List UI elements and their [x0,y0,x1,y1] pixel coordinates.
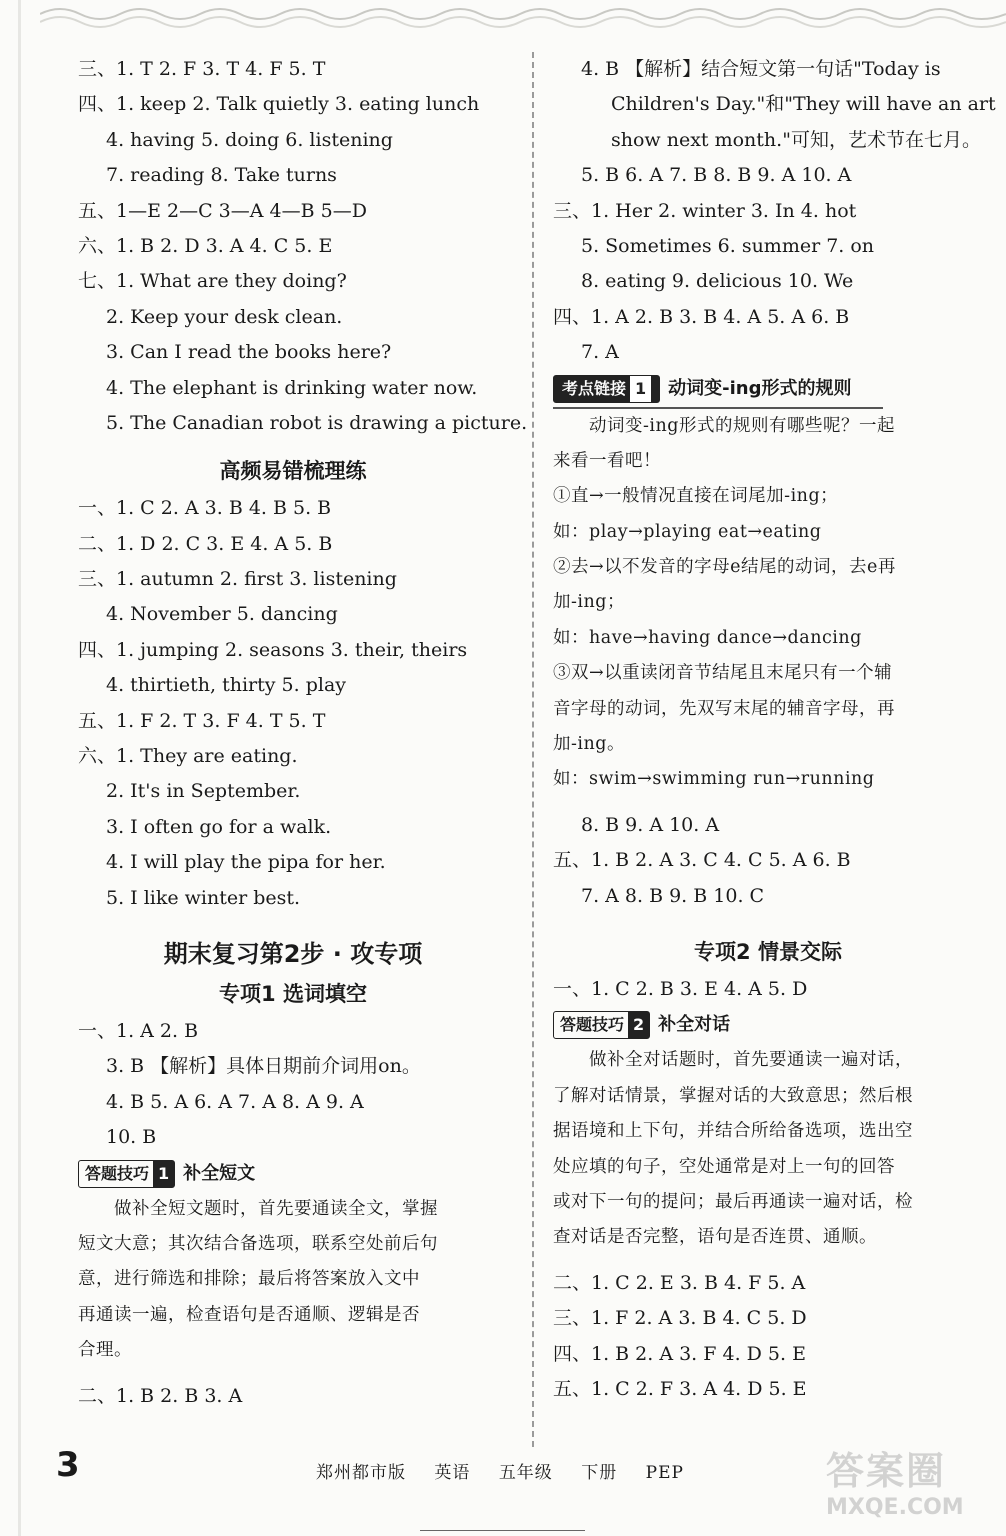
text-line: 六、1. They are eating. [78,745,298,768]
text-line: 5. Sometimes 6. summer 7. on [581,234,875,257]
text-line: ①直→一般情况直接在词尾加-ing； [553,486,839,507]
watermark-logo [826,1440,996,1530]
text-line: show next month."可知，艺术节在七月。 [611,128,981,151]
text-line: 二、1. C 2. E 3. B 4. F 5. A [553,1271,806,1294]
text-line: 7. reading 8. Take turns [106,164,337,187]
text-line: 音字母的动词，先双写末尾的辅音字母，再 [553,698,895,719]
text-line: 如：swim→swimming run→running [553,769,875,790]
text-line: 8. B 9. A 10. A [581,813,720,836]
text-line: 四、1. keep 2. Talk quietly 3. eating lunch [78,93,480,116]
text-line: 4. B 5. A 6. A 7. A 8. A 9. A [106,1090,364,1113]
text-line: 8. eating 9. delicious 10. We [581,270,854,293]
review-step-title: 期末复习第2步 · 攻专项 [163,939,423,968]
key-point-title: 动词变-ing形式的规则 [668,377,852,399]
text-line: 合理。 [78,1340,132,1361]
text-line: 据语境和上下句，并结合所给备选项，选出空 [553,1121,913,1142]
footer-grade: 五年级 [498,1463,553,1483]
text-line: 动词变-ing形式的规则有哪些呢？一起 [589,415,895,436]
text-line: 三、1. T 2. F 3. T 4. F 5. T [78,58,326,80]
left-column [78,52,528,1414]
right-answers-group-2 [553,808,983,914]
text-line: ③双→以重读闭音节结尾且末尾只有一个辅 [553,663,893,684]
text-line: 2. It's in September. [106,780,301,803]
text-line: 二、1. D 2. C 3. E 4. A 5. B [78,532,333,555]
text-line: 来看一看吧！ [553,450,661,471]
footer-edition: 郑州都市版 [316,1463,406,1483]
left-answers-group-1 [78,52,528,441]
text-line: 三、1. Her 2. winter 3. In 4. hot [553,199,857,222]
text-line: 五、1—E 2—C 3—A 4—B 5—D [78,199,367,222]
text-line: 3. B 【解析】具体日期前介词用on。 [106,1055,421,1078]
left-answers-group-3 [78,1014,508,1156]
text-line: 做补全短文题时，首先要通读全文，掌握 [114,1198,438,1219]
text-line: 了解对话情景，掌握对话的大致意思；然后根 [553,1085,913,1106]
right-column [553,52,996,1407]
text-line: 4. The elephant is drinking water now. [106,376,478,399]
watermark-url: MXQE.COM [826,1495,964,1520]
footer-version: PEP [645,1463,684,1483]
answer-line: 二、1. B 2. B 3. A [78,1384,243,1407]
top-decorative-border [40,0,1006,32]
text-line: 七、1. What are they doing? [78,270,347,293]
text-line: 四、1. jumping 2. seasons 3. their, theirs [78,638,468,661]
text-line: 4. November 5. dancing [106,603,338,626]
tip-title: 补全短文 [183,1162,256,1184]
text-line: 加-ing； [553,592,625,613]
text-line: 如：have→having dance→dancing [553,627,862,648]
tip-header-2 [553,1007,983,1043]
text-line: 5. I like winter best. [106,886,301,909]
section-title-high-frequency: 高频易错梳理练 [219,459,367,484]
text-line: 7. A 8. B 9. B 10. C [581,884,765,907]
text-line: 一、1. C 2. B 3. E 4. A 5. D [553,977,808,1000]
tip-header-1 [78,1156,508,1192]
key-point-badge: 考点链接 1 [553,375,660,403]
text-line: 4. B 【解析】结合短文第一句话"Today is [581,58,941,80]
text-line: 五、1. F 2. T 3. F 4. T 5. T [78,709,326,732]
text-line: 查对话是否完整，语句是否连贯、通顺。 [553,1227,877,1248]
key-point-header [553,371,883,409]
text-line: 4. thirtieth, thirty 5. play [106,674,347,697]
footer-rule [420,1530,585,1531]
column-divider [532,52,534,1447]
text-line: 2. Keep your desk clean. [106,305,343,328]
text-line: 4. I will play the pipa for her. [106,851,386,874]
text-line: 7. A [581,341,619,364]
page-edge [18,0,21,1536]
text-line: 六、1. B 2. D 3. A 4. C 5. E [78,234,333,257]
text-line: 如：play→playing eat→eating [553,521,822,542]
text-line: 或对下一句的提问；最后再通读一遍对话，检 [553,1191,913,1212]
special-topic-2-title: 专项2 情景交际 [694,939,842,964]
right-answers-group-4 [553,1266,983,1408]
footer-volume: 下册 [581,1463,618,1483]
text-line: 一、1. A 2. B [78,1019,199,1042]
text-line: 3. Can I read the books here? [106,341,392,364]
text-line: 短文大意；其次结合备选项，联系空处前后句 [78,1233,438,1254]
text-line: 3. I often go for a walk. [106,815,332,838]
left-answers-group-2 [78,491,508,916]
text-line: 10. B [106,1126,157,1149]
text-line: 五、1. C 2. F 3. A 4. D 5. E [553,1377,807,1400]
right-answers-group-1 [553,52,996,371]
tip-title: 补全对话 [658,1014,731,1036]
special-topic-1-title: 专项1 选词填空 [219,981,367,1006]
text-line: 四、1. B 2. A 3. F 4. D 5. E [553,1342,806,1365]
text-line: 5. B 6. A 7. B 8. B 9. A 10. A [581,164,852,187]
tip-text-2 [553,1043,983,1255]
footer-subject: 英语 [434,1463,471,1483]
key-point-text [553,409,983,798]
text-line: 意，进行筛选和排除；最后将答案放入文中 [78,1269,420,1290]
text-line: 四、1. A 2. B 3. B 4. A 5. A 6. B [553,305,850,328]
text-line: 再通读一遍，检查语句是否通顺、逻辑是否 [78,1304,420,1325]
text-line: 处应填的句子，空处通常是对上一句的回答 [553,1156,895,1177]
page-number: 3 [56,1445,80,1485]
right-answers-group-3 [553,972,983,1007]
text-line: 三、1. F 2. A 3. B 4. C 5. D [553,1307,807,1330]
footer-info [316,1458,706,1483]
text-line: 4. having 5. doing 6. listening [106,128,393,151]
text-line: 加-ing。 [553,734,625,755]
text-line: 五、1. B 2. A 3. C 4. C 5. A 6. B [553,849,851,872]
tip-label-badge: 答题技巧 2 [553,1011,650,1039]
tip-label-badge: 答题技巧 1 [78,1160,175,1188]
watermark-text: 答案圈 [826,1449,947,1493]
text-line: 三、1. autumn 2. first 3. listening [78,568,397,591]
text-line: Children's Day."和"They will have an art [611,93,996,116]
tip-text-1 [78,1192,508,1369]
text-line: 5. The Canadian robot is drawing a picture. [106,411,528,434]
text-line: 一、1. C 2. A 3. B 4. B 5. B [78,497,332,520]
text-line: ②去→以不发音的字母e结尾的动词，去e再 [553,557,896,578]
text-line: 做补全对话题时，首先要通读一遍对话， [589,1050,913,1071]
